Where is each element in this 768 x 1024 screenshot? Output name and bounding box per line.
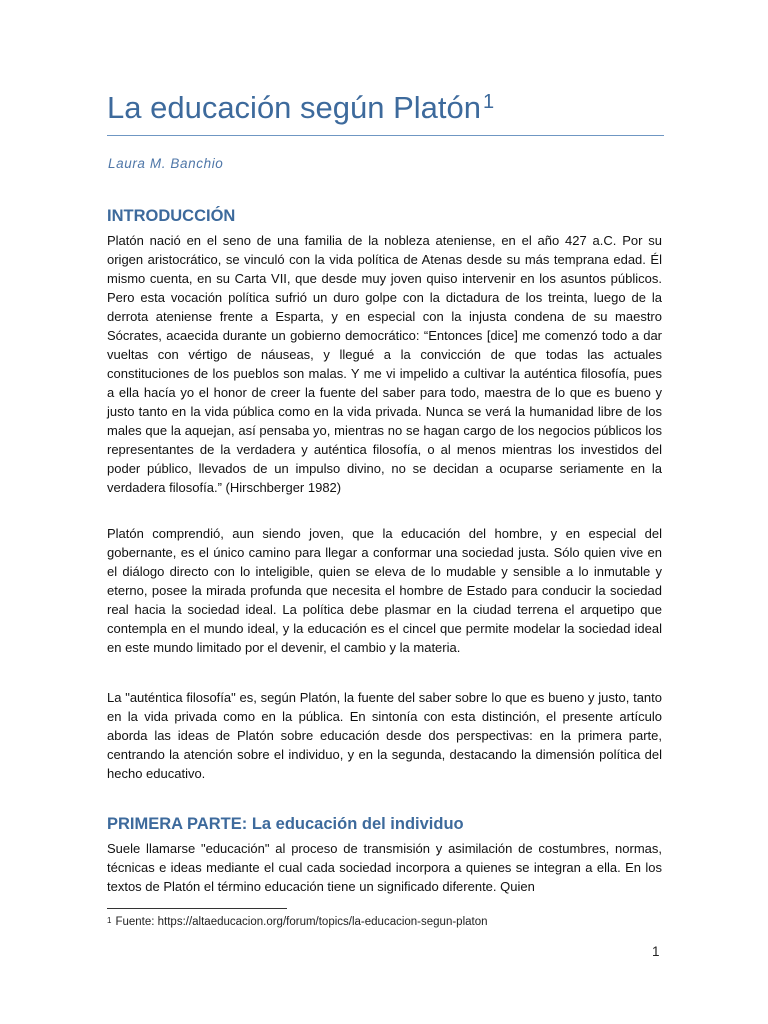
- page-number: 1: [652, 944, 660, 959]
- document-title: La educación según Platón: [107, 90, 482, 125]
- document-title-block: [107, 86, 667, 130]
- footnote-number: 1: [107, 916, 112, 925]
- footnote: [107, 916, 488, 928]
- footnote-divider: [107, 908, 287, 909]
- footnote-text[interactable]: Fuente: https://altaeducacion.org/forum/topics/la-educacion-segun-platon: [115, 916, 488, 928]
- paragraph-intro-2: Platón comprendió, aun siendo joven, que la educación del hombre, y en especial del gobernante, es el único camino para llegar a conformar una sociedad justa. Sólo quien vive en el diálogo directo con lo inteligible, quien se eleva de lo mudable y sensible a lo inmutable y eterno, posee la mirada profunda que necesita el hombre de Estado para conducir la sociedad real hacia la sociedad ideal. La política debe plasmar en la ciudad terrena el arquetipo que contempla en el mundo ideal, y la educación es el cincel que permite modelar la sociedad ideal en este mundo limitado por el devenir, el cambio y la materia.: [107, 526, 662, 655]
- author-name: Laura M. Banchio: [108, 156, 224, 171]
- paragraph-intro-3: La "auténtica filosofía" es, según Platón, la fuente del saber sobre lo que es bueno y justo, tanto en la vida privada como en la pública. En sintonía con esta distinción, el presente artículo aborda las ideas de Platón sobre educación desde dos perspectivas: en la primera parte, centrando la atención sobre el individuo, y en la segunda, destacando la dimensión política del hecho educativo.: [107, 690, 662, 781]
- paragraph-primera-1: Suele llamarse "educación" al proceso de transmisión y asimilación de costumbres, normas, técnicas e ideas mediante el cual cada sociedad incorpora a quienes se integran a ella. En los textos de Platón el término educación tiene un significado diferente. Quien: [107, 841, 662, 894]
- section-heading-primera-parte: PRIMERA PARTE: La educación del individuo: [107, 815, 464, 833]
- title-footnote-ref[interactable]: 1: [483, 91, 495, 113]
- paragraph-intro-1: Platón nació en el seno de una familia de la nobleza ateniense, en el año 427 a.C. Por su origen aristocrático, se vinculó con la vida política de Atenas desde su más temprana edad. Él mismo cuenta, en su Carta VII, que desde muy joven quiso intervenir en los asuntos públicos. Pero esta vocación política sufrió un duro golpe con la dictadura de los treinta, luego de la derrota ateniense frente a Esparta, y en especial con la injusta condena de su maestro Sócrates, acaecida durante un gobierno democrático: “Entonces [dice] me comenzó todo a dar vueltas con vértigo de náuseas, y llegué a la convicción de que todas las actuales constituciones de los pueblos son malas. Y me vi impelido a cultivar la auténtica filosofía, pues a ella hacía yo el honor de creer la fuente del saber para todo, maestra de lo que es bueno y justo tanto en la vida pública como en la vida privada. Nunca se verá la humanidad libre de los males que la aquejan, así pensaba yo, mientras no se hagan cargo de los negocios públicos los representantes de la verdadera y auténtica filosofía, o al menos mientras los investidos del poder público, llevados de un impulso divino, no se decidan a ocuparse seriamente en la verdadera filosofía.” (Hirschberger 1982): [107, 233, 662, 495]
- title-divider: [107, 135, 664, 136]
- section-heading-introduccion: INTRODUCCIÓN: [107, 207, 236, 225]
